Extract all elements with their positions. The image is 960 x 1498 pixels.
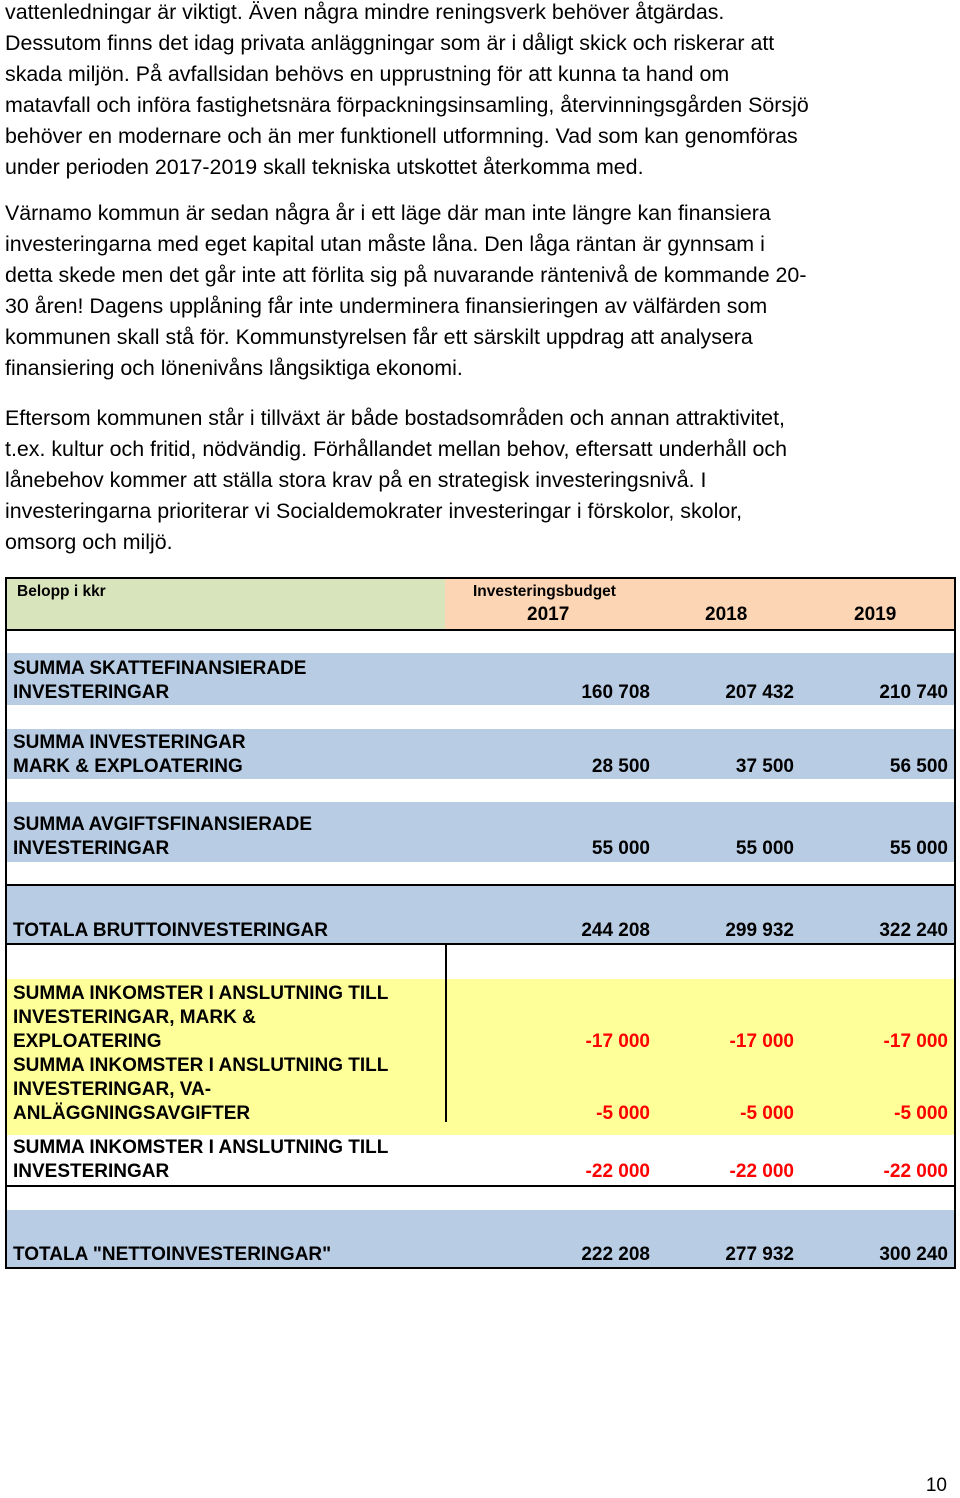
row-label: SUMMA INKOMSTER I ANSLUTNING TILL INVESTERINGAR, VA- ANLÄGGNINGSAVGIFTER [13, 1055, 389, 1124]
row-value: 160 708 [581, 682, 650, 703]
text-line: Dessutom finns det idag privata anläggningar som är i dåligt skick och riskerar att [5, 31, 775, 55]
row-value: 56 500 [889, 756, 948, 777]
paragraph-1 [5, 0, 955, 183]
income-divider [445, 945, 447, 1122]
text-line: finansiering och lönenivåns långsiktiga ekonomi. [5, 356, 463, 380]
row-value: 244 208 [581, 920, 650, 941]
row-value: 300 240 [879, 1244, 948, 1265]
row-value: -22 000 [883, 1161, 948, 1182]
header-belopp-label: Belopp i kkr [17, 583, 106, 600]
year-2018: 2018 [705, 604, 748, 625]
text-line: matavfall och införa fastighetsnära förpackningsinsamling, återvinningsgården Sörsjö [5, 93, 809, 117]
row-value: 207 432 [725, 682, 794, 703]
row-value: 222 208 [581, 1244, 650, 1265]
text-line: t.ex. kultur och fritid, nödvändig. Förhållandet mellan behov, eftersatt underhåll och [5, 437, 788, 461]
investment-budget-table [5, 577, 956, 1269]
row-value: 55 000 [889, 838, 948, 859]
paragraph-3 [5, 403, 955, 558]
text-line: behöver en modernare och än mer funktionell utformning. Vad som kan genomföras [5, 124, 798, 148]
row-label: SUMMA AVGIFTSFINANSIERADE INVESTERINGAR [13, 814, 313, 859]
text-line: investeringarna med eget kapital utan måste låna. Den låga räntan är gynnsam i [5, 232, 765, 256]
text-line: omsorg och miljö. [5, 530, 173, 554]
table-border-bottom [7, 1267, 954, 1269]
row-value: -5 000 [596, 1103, 650, 1124]
row-label: SUMMA INKOMSTER I ANSLUTNING TILL INVESTERINGAR, MARK & EXPLOATERING [13, 983, 389, 1052]
text-line: lånebehov kommer att ställa stora krav på en strategisk investeringsnivå. I [5, 468, 707, 492]
row-value: 210 740 [879, 682, 948, 703]
row-value: -22 000 [729, 1161, 794, 1182]
text-line: skada miljön. På avfallsidan behövs en upprustning för att kunna ta hand om [5, 62, 730, 86]
header-border [7, 629, 954, 631]
row-value: -5 000 [740, 1103, 794, 1124]
row-value: 55 000 [591, 838, 650, 859]
text-line: vattenledningar är viktigt. Även några mindre reningsverk behöver åtgärdas. [5, 0, 725, 24]
row-value: 37 500 [735, 756, 794, 777]
row-border [7, 1185, 954, 1187]
page-number: 10 [925, 1475, 947, 1496]
text-line: kommunen skall stå för. Kommunstyrelsen får ett särskilt uppdrag att analysera [5, 325, 753, 349]
row-value: 55 000 [735, 838, 794, 859]
year-2017: 2017 [527, 604, 570, 625]
text-line: Värnamo kommun är sedan några år i ett läge där man inte längre kan finansiera [5, 201, 771, 225]
year-2019: 2019 [854, 604, 897, 625]
row-label: SUMMA INVESTERINGAR MARK & EXPLOATERING [13, 732, 246, 777]
row-label: TOTALA BRUTTOINVESTERINGAR [13, 920, 328, 941]
row-value: 28 500 [591, 756, 650, 777]
text-line: detta skede men det går inte att förlita sig på nuvarande räntenivå de kommande 20- [5, 263, 807, 287]
text-line: Eftersom kommunen står i tillväxt är både bostadsområden och annan attraktivitet, [5, 406, 785, 430]
row-value: -5 000 [894, 1103, 948, 1124]
text-line: under perioden 2017-2019 skall tekniska utskottet återkomma med. [5, 155, 644, 179]
row-value: 299 932 [725, 920, 794, 941]
row-border [7, 943, 954, 945]
row-label: TOTALA "NETTOINVESTERINGAR" [13, 1244, 332, 1265]
header-investeringsbudget-label: Investeringsbudget [473, 583, 616, 600]
text-line: investeringarna prioriterar vi Socialdemokrater investeringar i förskolor, skolor, [5, 499, 743, 523]
row-label: SUMMA INKOMSTER I ANSLUTNING TILL INVESTERINGAR [13, 1137, 389, 1182]
row-value: 277 932 [725, 1244, 794, 1265]
paragraph-2 [5, 198, 955, 384]
row-value: -17 000 [883, 1031, 948, 1052]
row-value: 322 240 [879, 920, 948, 941]
row-value: -22 000 [585, 1161, 650, 1182]
row-label: SUMMA SKATTEFINANSIERADE INVESTERINGAR [13, 658, 307, 703]
row-value: -17 000 [585, 1031, 650, 1052]
text-line: 30 åren! Dagens upplåning får inte underminera finansieringen av välfärden som [5, 294, 768, 318]
row-value: -17 000 [729, 1031, 794, 1052]
